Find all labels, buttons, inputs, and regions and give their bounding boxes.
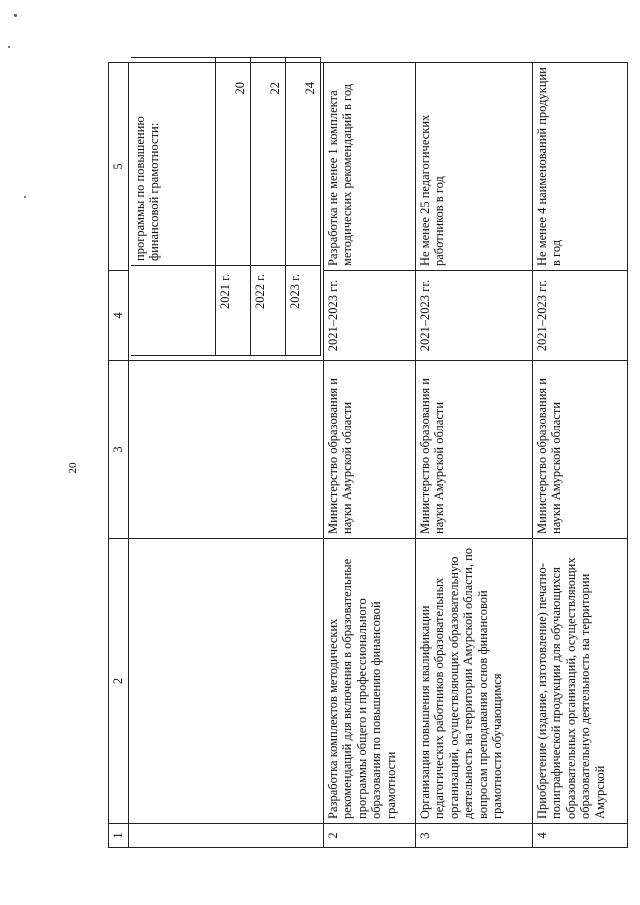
row-period: 2021–2023 гг. [415, 271, 532, 361]
scan-speck [24, 196, 26, 198]
row-executor: Министерство образования и науки Амурской области [323, 361, 415, 539]
years-intro-text: программы по повышению финансовой грамотности: [131, 58, 216, 266]
measures-table [108, 62, 628, 848]
row-result: Не менее 4 наименований продукции в год [532, 63, 627, 271]
scan-speck [14, 14, 17, 17]
continuation-row [128, 63, 323, 848]
page-number: 20 [67, 462, 79, 474]
row-result: Разработка не менее 1 комплекта методических рекомендаций в год [323, 63, 415, 271]
year-row [250, 58, 285, 356]
rotated-table-frame [108, 63, 616, 848]
row-number: 2 [323, 824, 415, 848]
row-event: Разработка комплектов методических рекомендаций для включения в образовательные программы общего и профессионального образования по повышению финансовой грамотности [323, 539, 415, 824]
table-row [323, 63, 415, 848]
row-result: Не менее 25 педагогических работников в год [415, 63, 532, 271]
year-row [215, 58, 250, 356]
year-label: 2022 г. [250, 266, 285, 356]
row-event: Приобретение (издание, изготовление) печатно-полиграфической продукции для обучающихся образовательных организаций, осуществляющих образовательную деятельность на территории Амурской [532, 539, 627, 824]
header-col-1: 1 [109, 824, 129, 848]
continuation-years-cell [128, 63, 323, 361]
years-intro-row [131, 58, 216, 356]
table-row [532, 63, 627, 848]
header-col-4: 4 [109, 271, 129, 361]
scan-speck [8, 46, 10, 48]
year-label: 2023 г. [285, 266, 320, 356]
year-count: 22 [250, 58, 285, 266]
row-event: Организация повышения квалификации педагогических работников образовательных организаций, осуществляющих образовательную деятельность на территории Амурской области, по вопросам преподавания основ финансовой грамотности обучающимся [415, 539, 532, 824]
year-row [285, 58, 320, 356]
year-label: 2021 г. [215, 266, 250, 356]
row-executor: Министерство образования и науки Амурской области [532, 361, 627, 539]
row-period: 2021–2023 гг. [532, 271, 627, 361]
header-col-5: 5 [109, 63, 129, 271]
continuation-num-cell [128, 824, 323, 848]
row-period: 2021–2023 гг. [323, 271, 415, 361]
row-executor: Министерство образования и науки Амурской области [415, 361, 532, 539]
years-subtable [131, 57, 321, 356]
header-col-2: 2 [109, 539, 129, 824]
continuation-event-cell [128, 539, 323, 824]
header-col-3: 3 [109, 361, 129, 539]
header-row [109, 63, 129, 848]
row-number: 3 [415, 824, 532, 848]
year-count: 24 [285, 58, 320, 266]
years-intro-blank [131, 266, 216, 356]
table-row [415, 63, 532, 848]
continuation-executor-cell [128, 361, 323, 539]
year-count: 20 [215, 58, 250, 266]
row-number: 4 [532, 824, 627, 848]
